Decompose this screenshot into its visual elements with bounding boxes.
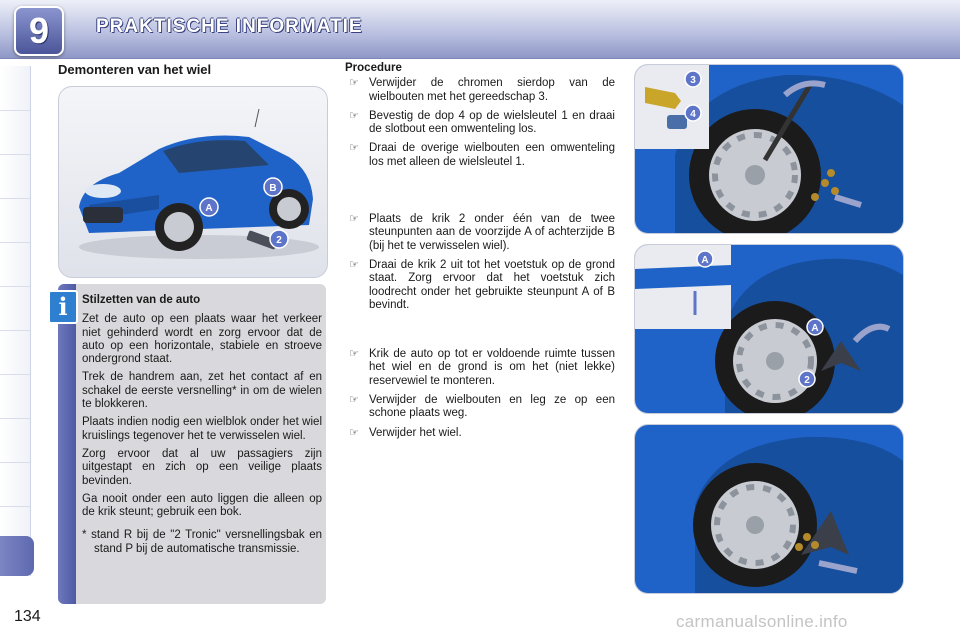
hand-pointer-icon: ☞ (349, 426, 359, 439)
info-footnote: * stand R bij de "2 Tronic" versnellingsbak en stand P bij de automatische transmissie. (82, 529, 322, 555)
wheel-removal-illustration (634, 424, 904, 594)
tool-3-label: 3 (690, 75, 696, 86)
info-box-accent-bar (58, 284, 76, 604)
chapter-tab[interactable] (0, 242, 30, 287)
chapter-tab[interactable] (0, 110, 30, 155)
chapter-tab[interactable] (0, 154, 30, 199)
chapter-number-badge: 9 (14, 6, 64, 56)
jacking-point-a-label: A (701, 255, 709, 266)
car-jacking-points-illustration (58, 86, 328, 278)
jacking-point-b-label: B (269, 183, 277, 194)
page-number: 134 (14, 608, 41, 625)
watermark: carmanualsonline.info (676, 612, 848, 631)
jack-label: 2 (804, 375, 810, 386)
info-paragraph: Ga nooit onder een auto liggen die alleen op de krik steunt; gebruik een bok. (82, 492, 322, 519)
chapter-tab[interactable] (0, 374, 30, 419)
hand-pointer-icon: ☞ (349, 213, 359, 226)
hand-pointer-icon: ☞ (349, 77, 359, 90)
chapter-tab[interactable] (0, 462, 30, 507)
chapter-tab[interactable] (0, 418, 30, 463)
procedure-heading: Procedure (345, 62, 402, 74)
hand-pointer-icon: ☞ (349, 348, 359, 361)
info-box-heading: Stilzetten van de auto (82, 294, 201, 306)
procedure-step: ☞ Draai de overige wielbouten een omwenteling los met alleen de wielsleutel 1. (349, 142, 615, 168)
chapter-tab[interactable] (0, 330, 30, 375)
chapter-tab[interactable] (0, 198, 30, 243)
procedure-column (345, 62, 615, 446)
procedure-step: ☞ Krik de auto op tot er voldoende ruimte tussen het wiel en de grond is om het (niet lekke) reservewiel te monteren. (349, 348, 615, 387)
chapter-tab[interactable] (0, 66, 30, 111)
info-paragraph: Zet de auto op een plaats waar het verkeer niet gehinderd wordt en zorg ervoor dat de auto op een horizontale, stabiele en stroeve ondergrond staat. (82, 313, 322, 366)
procedure-step: ☞ Verwijder de wielbouten en leg ze op een schone plaats weg. (349, 394, 615, 420)
chapter-tab-active[interactable] (0, 536, 34, 576)
chapter-title: PRAKTISCHE INFORMATIE (96, 16, 363, 37)
jacking-point-a-label: A (811, 323, 819, 334)
procedure-step: ☞ Bevestig de dop 4 op de wielsleutel 1 en draai de slotbout een omwenteling los. (349, 109, 615, 136)
info-paragraph: Plaats indien nodig een wielblok onder het wiel kruislings tegenover het te verwisselen wiel. (82, 416, 322, 442)
jacking-point-a-label: A (205, 203, 213, 214)
wheel-bolts-illustration (634, 64, 904, 234)
jack-label: 2 (276, 235, 282, 246)
chapter-tab-strip (0, 66, 31, 576)
chapter-tab[interactable] (0, 286, 30, 331)
procedure-step: ☞ Verwijder het wiel. (349, 426, 462, 439)
info-paragraph: Zorg ervoor dat al uw passagiers zijn uitgestapt en zich op een veilige plaats bevinden. (82, 447, 322, 487)
jack-placement-illustration (634, 244, 904, 414)
section-title: Demonteren van het wiel (58, 62, 212, 77)
hand-pointer-icon: ☞ (349, 394, 359, 407)
info-box-content (82, 294, 322, 561)
hand-pointer-icon: ☞ (349, 258, 359, 271)
info-icon: i (48, 290, 78, 324)
procedure-step: ☞ Verwijder de chromen sierdop van de wielbouten met het gereedschap 3. (349, 77, 615, 103)
procedure-step: ☞ Plaats de krik 2 onder één van de twee steunpunten aan de voorzijde A of achterzijde B (bij het te verwisselen wiel). (349, 213, 615, 252)
procedure-step: ☞ Draai de krik 2 uit tot het voetstuk op de grond staat. Zorg ervoor dat het voetstuk zich loodrecht onder het gebruikte steunpunt A of B bevindt. (349, 258, 615, 311)
hand-pointer-icon: ☞ (349, 109, 359, 122)
hand-pointer-icon: ☞ (349, 142, 359, 155)
cap-4-label: 4 (690, 109, 696, 120)
chapter-header (0, 0, 960, 59)
info-paragraph: Trek de handrem aan, zet het contact af en schakel de eerste versnelling* in om de wielen te blokkeren. (82, 371, 322, 411)
